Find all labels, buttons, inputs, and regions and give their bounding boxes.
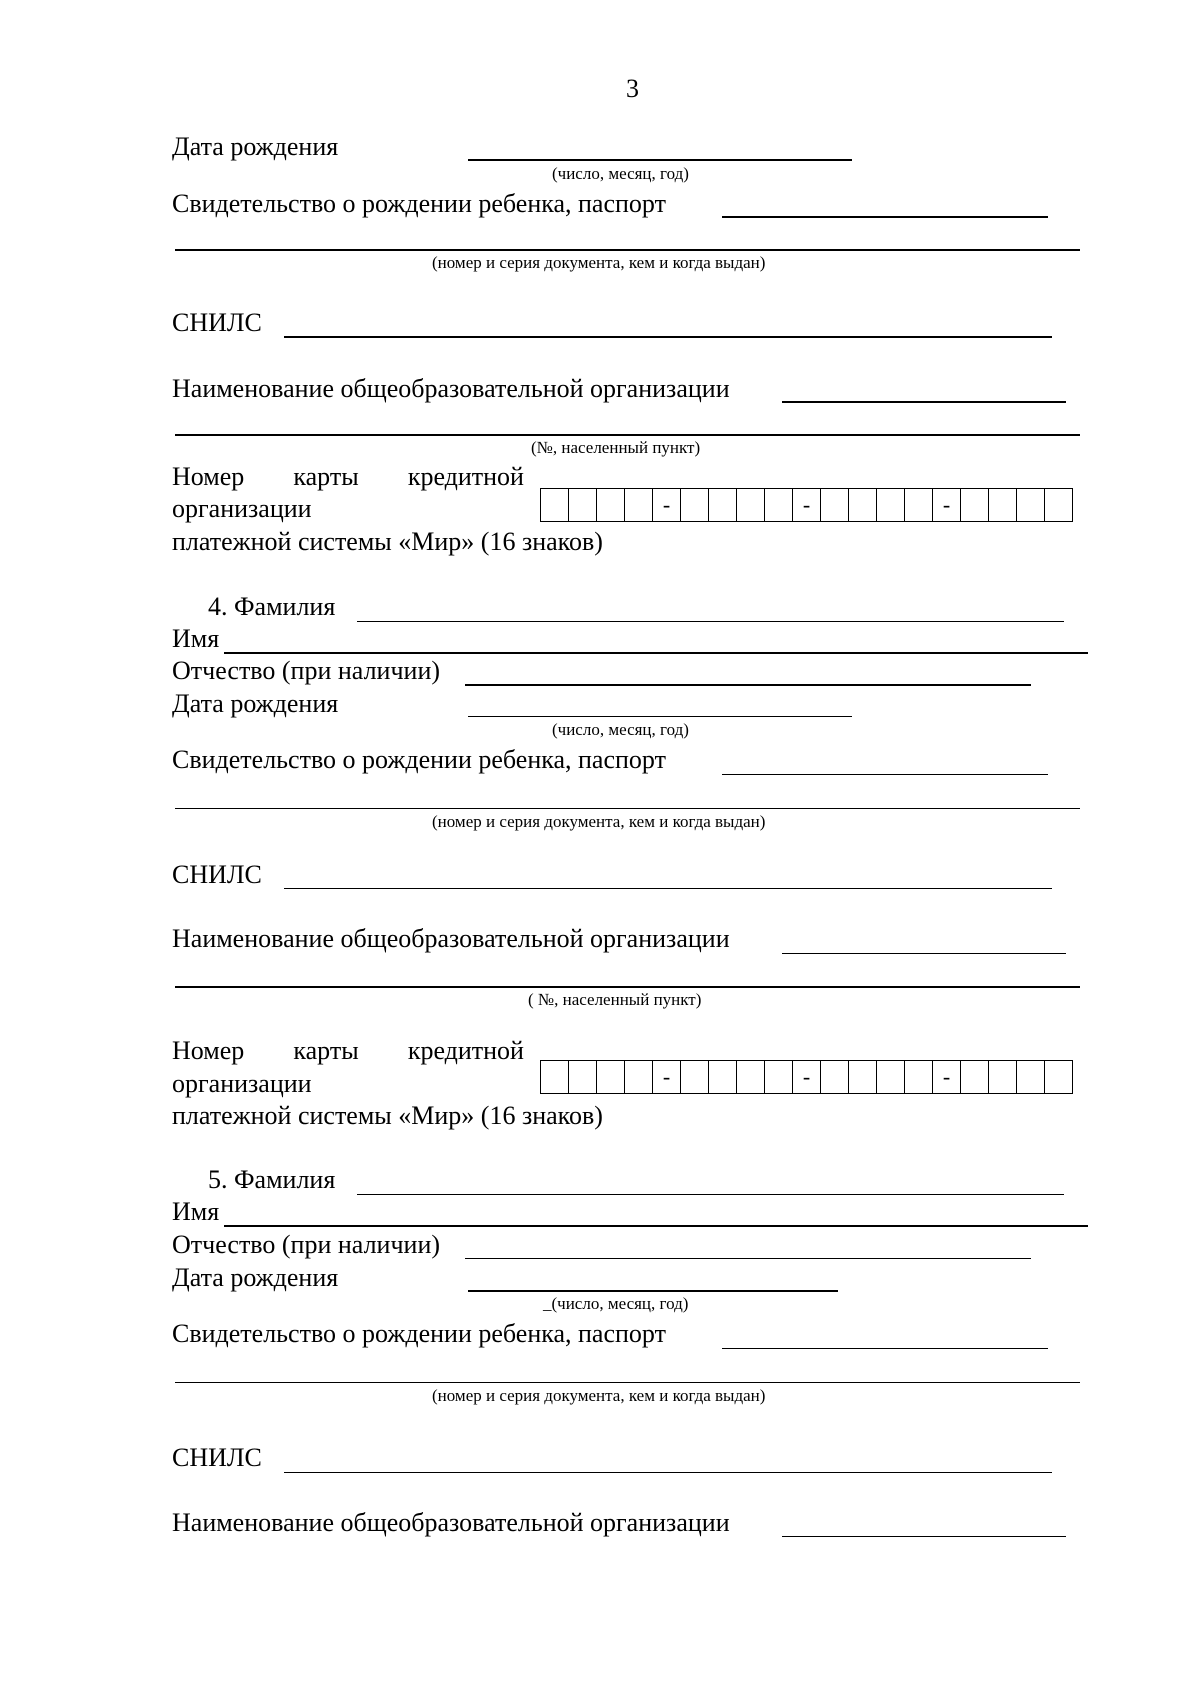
card-label-word: карты (293, 462, 359, 491)
certificate-label: Свидетельство о рождении ребенка, паспорт (172, 189, 666, 218)
card-digit-cell[interactable] (877, 1061, 905, 1093)
card-label-line3-4: платежной системы «Мир» (16 знаков) (172, 1101, 603, 1130)
certificate-field-4[interactable] (722, 774, 1048, 775)
certificate-hint: (номер и серия документа, кем и когда выдан) (432, 253, 766, 272)
card-digit-cell[interactable] (765, 1061, 793, 1093)
name-field-4[interactable] (224, 652, 1088, 654)
certificate-hint-5: (номер и серия документа, кем и когда выдан) (432, 1386, 766, 1405)
org-name-field-4[interactable] (782, 953, 1066, 954)
certificate-field-line2[interactable] (175, 249, 1080, 251)
org-name-field-4-line2[interactable] (175, 986, 1080, 988)
card-digit-cell[interactable] (709, 1061, 737, 1093)
card-digit-cell[interactable] (877, 489, 905, 521)
card-digit-cell[interactable] (597, 489, 625, 521)
card-label-word: Номер (172, 1036, 245, 1065)
name-label-5: Имя (172, 1197, 220, 1226)
card-separator: - (933, 1061, 961, 1093)
card-digit-cell[interactable] (849, 489, 877, 521)
name-label-4: Имя (172, 624, 220, 653)
card-digit-cell[interactable] (625, 1061, 653, 1093)
org-name-label-4: Наименование общеобразовательной организации (172, 924, 730, 953)
card-digit-cell[interactable] (709, 489, 737, 521)
org-name-field-line2[interactable] (175, 434, 1080, 436)
certificate-hint-4: (номер и серия документа, кем и когда выдан) (432, 812, 766, 831)
org-name-label: Наименование общеобразовательной организации (172, 374, 730, 403)
card-digit-cell[interactable] (569, 1061, 597, 1093)
birth-date-field[interactable] (468, 159, 852, 161)
snils-label: СНИЛС (172, 308, 262, 337)
patronymic-field-5[interactable] (465, 1258, 1031, 1259)
card-label-word: Номер (172, 462, 245, 491)
surname-field-5[interactable] (357, 1194, 1064, 1195)
card-digit-cell[interactable] (681, 1061, 709, 1093)
surname-field-4[interactable] (357, 621, 1064, 622)
card-digit-cell[interactable] (625, 489, 653, 521)
birth-date-hint-5: _(число, месяц, год) (543, 1294, 689, 1313)
card-digit-cell[interactable] (961, 1061, 989, 1093)
card-digit-cell[interactable] (905, 489, 933, 521)
card-digit-cell[interactable] (1045, 1061, 1073, 1093)
patronymic-field-4[interactable] (465, 684, 1031, 686)
card-digit-cell[interactable] (541, 489, 569, 521)
card-label-word: кредитной (407, 462, 524, 491)
snils-field[interactable] (284, 336, 1052, 338)
card-label-word: карты (293, 1036, 359, 1065)
patronymic-label-4: Отчество (при наличии) (172, 656, 441, 685)
card-label-line2: организации (172, 494, 312, 523)
certificate-field-4-line2[interactable] (175, 808, 1080, 809)
card-label-line1 (172, 462, 524, 492)
org-hint: (№, населенный пункт) (531, 438, 701, 457)
card-digit-cell[interactable] (989, 1061, 1017, 1093)
card-digit-cell[interactable] (849, 1061, 877, 1093)
card-separator: - (793, 489, 821, 521)
card-separator: - (653, 489, 681, 521)
card-digit-cell[interactable] (1017, 1061, 1045, 1093)
snils-field-5[interactable] (284, 1472, 1052, 1473)
card-separator: - (793, 1061, 821, 1093)
birth-date-hint-4: (число, месяц, год) (552, 720, 689, 739)
card-label-line2-4: организации (172, 1069, 312, 1098)
card-digit-cell[interactable] (905, 1061, 933, 1093)
surname-label-5: 5. Фамилия (208, 1165, 336, 1194)
org-name-field-5[interactable] (782, 1536, 1066, 1537)
certificate-label-5: Свидетельство о рождении ребенка, паспорт (172, 1319, 666, 1348)
card-digit-cell[interactable] (821, 1061, 849, 1093)
card-digit-cell[interactable] (765, 489, 793, 521)
birth-date-hint: (число, месяц, год) (552, 164, 689, 183)
card-digit-cell[interactable] (569, 489, 597, 521)
birth-date-field-4[interactable] (468, 716, 852, 717)
birth-date-label-5: Дата рождения (172, 1263, 339, 1292)
org-hint-4: ( №, населенный пункт) (528, 990, 702, 1009)
snils-label-5: СНИЛС (172, 1443, 262, 1472)
card-number-grid-4[interactable] (540, 1060, 1073, 1094)
card-digit-cell[interactable] (821, 489, 849, 521)
card-separator: - (653, 1061, 681, 1093)
card-separator: - (933, 489, 961, 521)
card-digit-cell[interactable] (1045, 489, 1073, 521)
patronymic-label-5: Отчество (при наличии) (172, 1230, 441, 1259)
card-number-grid[interactable] (540, 488, 1073, 522)
page-number: 3 (626, 74, 639, 103)
card-digit-cell[interactable] (737, 1061, 765, 1093)
card-digit-cell[interactable] (1017, 489, 1045, 521)
certificate-field-5[interactable] (722, 1348, 1048, 1349)
card-label-word: кредитной (407, 1036, 524, 1065)
card-label-line3: платежной системы «Мир» (16 знаков) (172, 527, 603, 556)
card-digit-cell[interactable] (961, 489, 989, 521)
card-digit-cell[interactable] (597, 1061, 625, 1093)
card-digit-cell[interactable] (681, 489, 709, 521)
certificate-label-4: Свидетельство о рождении ребенка, паспорт (172, 745, 666, 774)
org-name-field[interactable] (782, 401, 1066, 403)
birth-date-label-4: Дата рождения (172, 689, 339, 718)
name-field-5[interactable] (224, 1225, 1088, 1227)
org-name-label-5: Наименование общеобразовательной организации (172, 1508, 730, 1537)
card-digit-cell[interactable] (737, 489, 765, 521)
certificate-field[interactable] (722, 216, 1048, 218)
card-digit-cell[interactable] (989, 489, 1017, 521)
snils-label-4: СНИЛС (172, 860, 262, 889)
certificate-field-5-line2[interactable] (175, 1382, 1080, 1383)
birth-date-field-5[interactable] (468, 1290, 838, 1292)
snils-field-4[interactable] (284, 888, 1052, 889)
surname-label-4: 4. Фамилия (208, 592, 336, 621)
birth-date-label: Дата рождения (172, 132, 339, 161)
card-digit-cell[interactable] (541, 1061, 569, 1093)
card-label-line1-4 (172, 1036, 524, 1066)
